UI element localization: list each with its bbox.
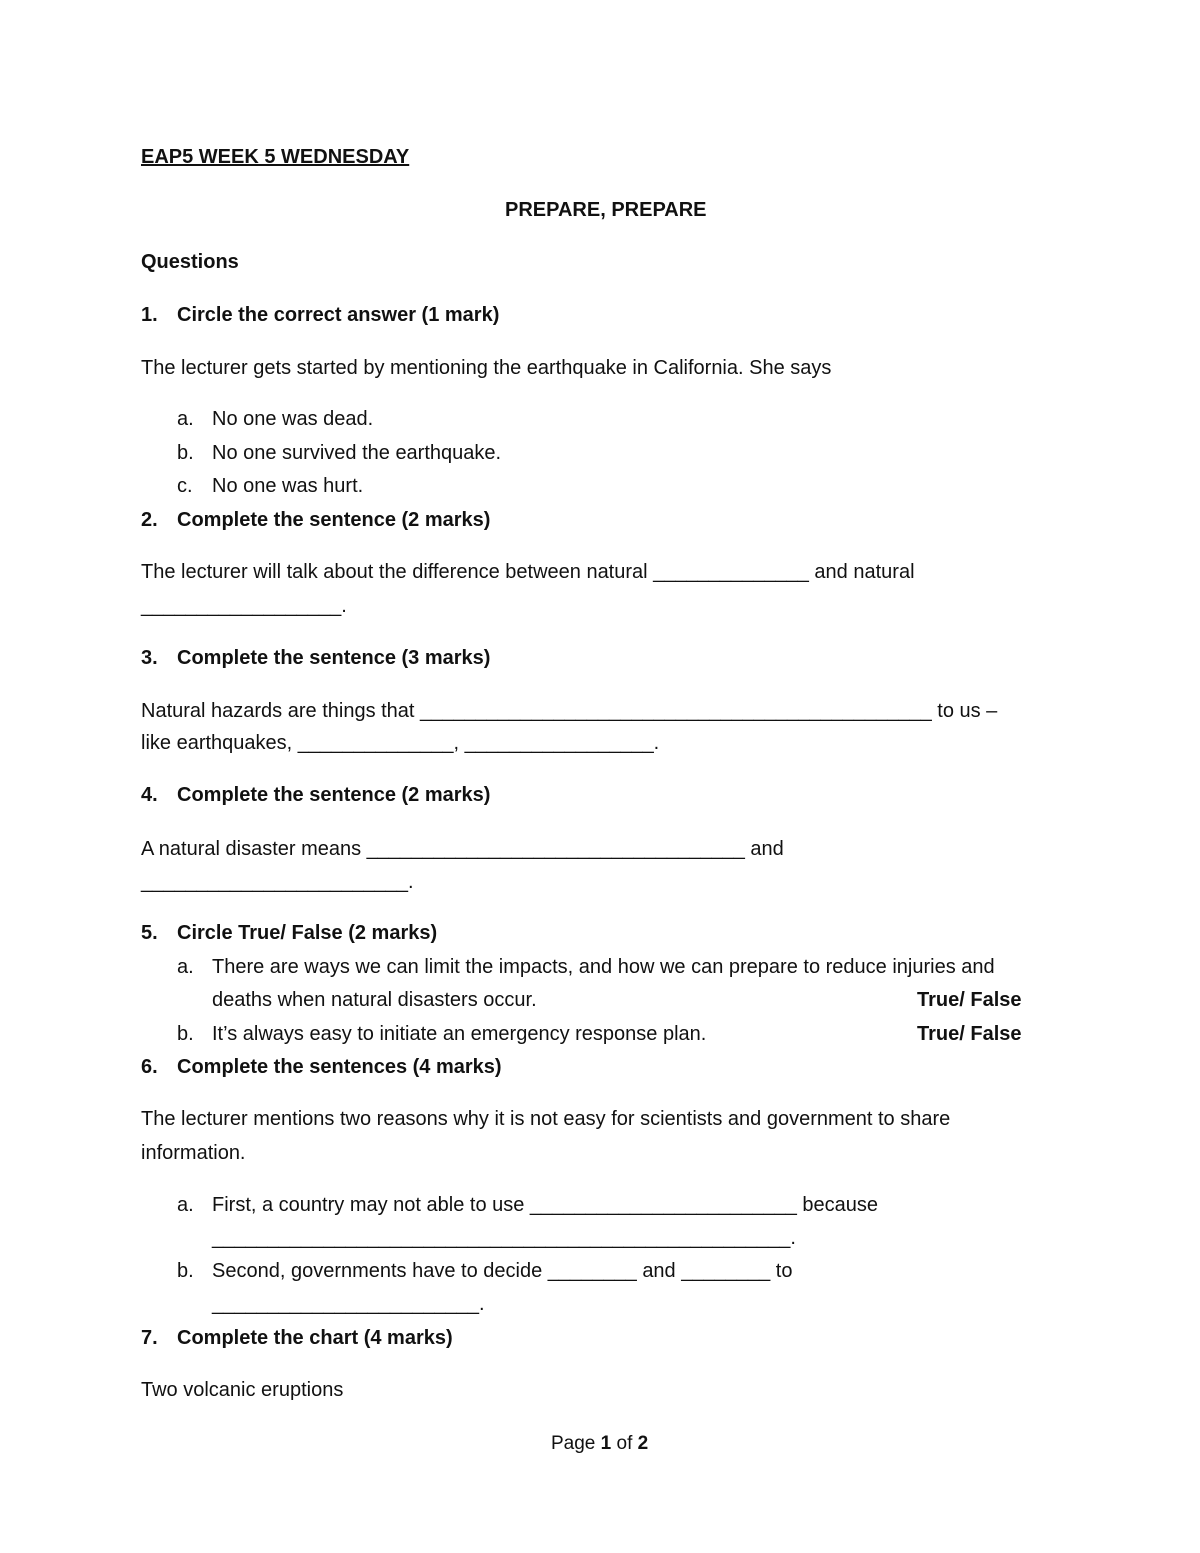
question-text-line: The lecturer mentions two reasons why it is not easy for scientists and government to share: [141, 1108, 951, 1130]
question-heading: Complete the sentence (2 marks): [177, 509, 491, 531]
page-footer: [551, 1432, 648, 1456]
question-number: 6.: [141, 1056, 158, 1078]
question-text-line: Natural hazards are things that ______________________________________________ to us –: [141, 700, 998, 722]
question-text-line: A natural disaster means __________________________________ and: [141, 838, 784, 860]
item-letter: a.: [177, 1194, 194, 1216]
item-letter: b.: [177, 1023, 194, 1045]
question-number: 3.: [141, 647, 158, 669]
question-number: 7.: [141, 1327, 158, 1349]
item-text-line: It’s always easy to initiate an emergency response plan.: [212, 1023, 707, 1045]
true-false-answer: True/ False: [917, 989, 1022, 1011]
question-heading: Complete the sentences (4 marks): [177, 1056, 502, 1078]
question-number: 4.: [141, 784, 158, 806]
question-text-line: __________________.: [141, 595, 347, 617]
item-text-line: deaths when natural disasters occur.: [212, 989, 537, 1011]
question-heading: Circle the correct answer (1 mark): [177, 304, 500, 326]
question-text-line: like earthquakes, ______________, _________________.: [141, 732, 660, 754]
option-text: No one was hurt.: [212, 475, 364, 497]
item-text-line: ____________________________________________________.: [212, 1227, 796, 1249]
footer-total-pages: 2: [637, 1433, 649, 1454]
question-number: 1.: [141, 304, 158, 326]
section-label: Questions: [141, 251, 239, 273]
item-letter: a.: [177, 956, 194, 978]
option-letter: c.: [177, 475, 193, 497]
footer-prefix: Page: [551, 1433, 601, 1454]
question-heading: Circle True/ False (2 marks): [177, 922, 438, 944]
subtitle: PREPARE, PREPARE: [505, 199, 707, 221]
item-text-line: ________________________.: [212, 1293, 485, 1315]
item-text-line: There are ways we can limit the impacts, and how we can prepare to reduce injuries and: [212, 956, 995, 978]
footer-current-page: 1: [600, 1433, 612, 1454]
question-text-line: The lecturer will talk about the difference between natural ______________ and natural: [141, 561, 915, 583]
question-heading: Complete the sentence (2 marks): [177, 784, 491, 806]
question-number: 5.: [141, 922, 158, 944]
footer-middle: of: [611, 1433, 638, 1454]
doc-title: EAP5 WEEK 5 WEDNESDAY: [141, 146, 410, 168]
question-text: The lecturer gets started by mentioning the earthquake in California. She says: [141, 357, 832, 379]
question-heading: Complete the chart (4 marks): [177, 1327, 453, 1349]
question-text-line: ________________________.: [141, 871, 414, 893]
option-letter: a.: [177, 408, 194, 430]
question-number: 2.: [141, 509, 158, 531]
question-heading: Complete the sentence (3 marks): [177, 647, 491, 669]
question-text: Two volcanic eruptions: [141, 1379, 344, 1401]
item-text-line: First, a country may not able to use ________________________ because: [212, 1194, 879, 1216]
item-text-line: Second, governments have to decide ________ and ________ to: [212, 1260, 793, 1282]
option-text: No one survived the earthquake.: [212, 442, 502, 464]
option-letter: b.: [177, 442, 194, 464]
question-text-line: information.: [141, 1142, 246, 1164]
option-text: No one was dead.: [212, 408, 374, 430]
true-false-answer: True/ False: [917, 1023, 1022, 1045]
item-letter: b.: [177, 1260, 194, 1282]
